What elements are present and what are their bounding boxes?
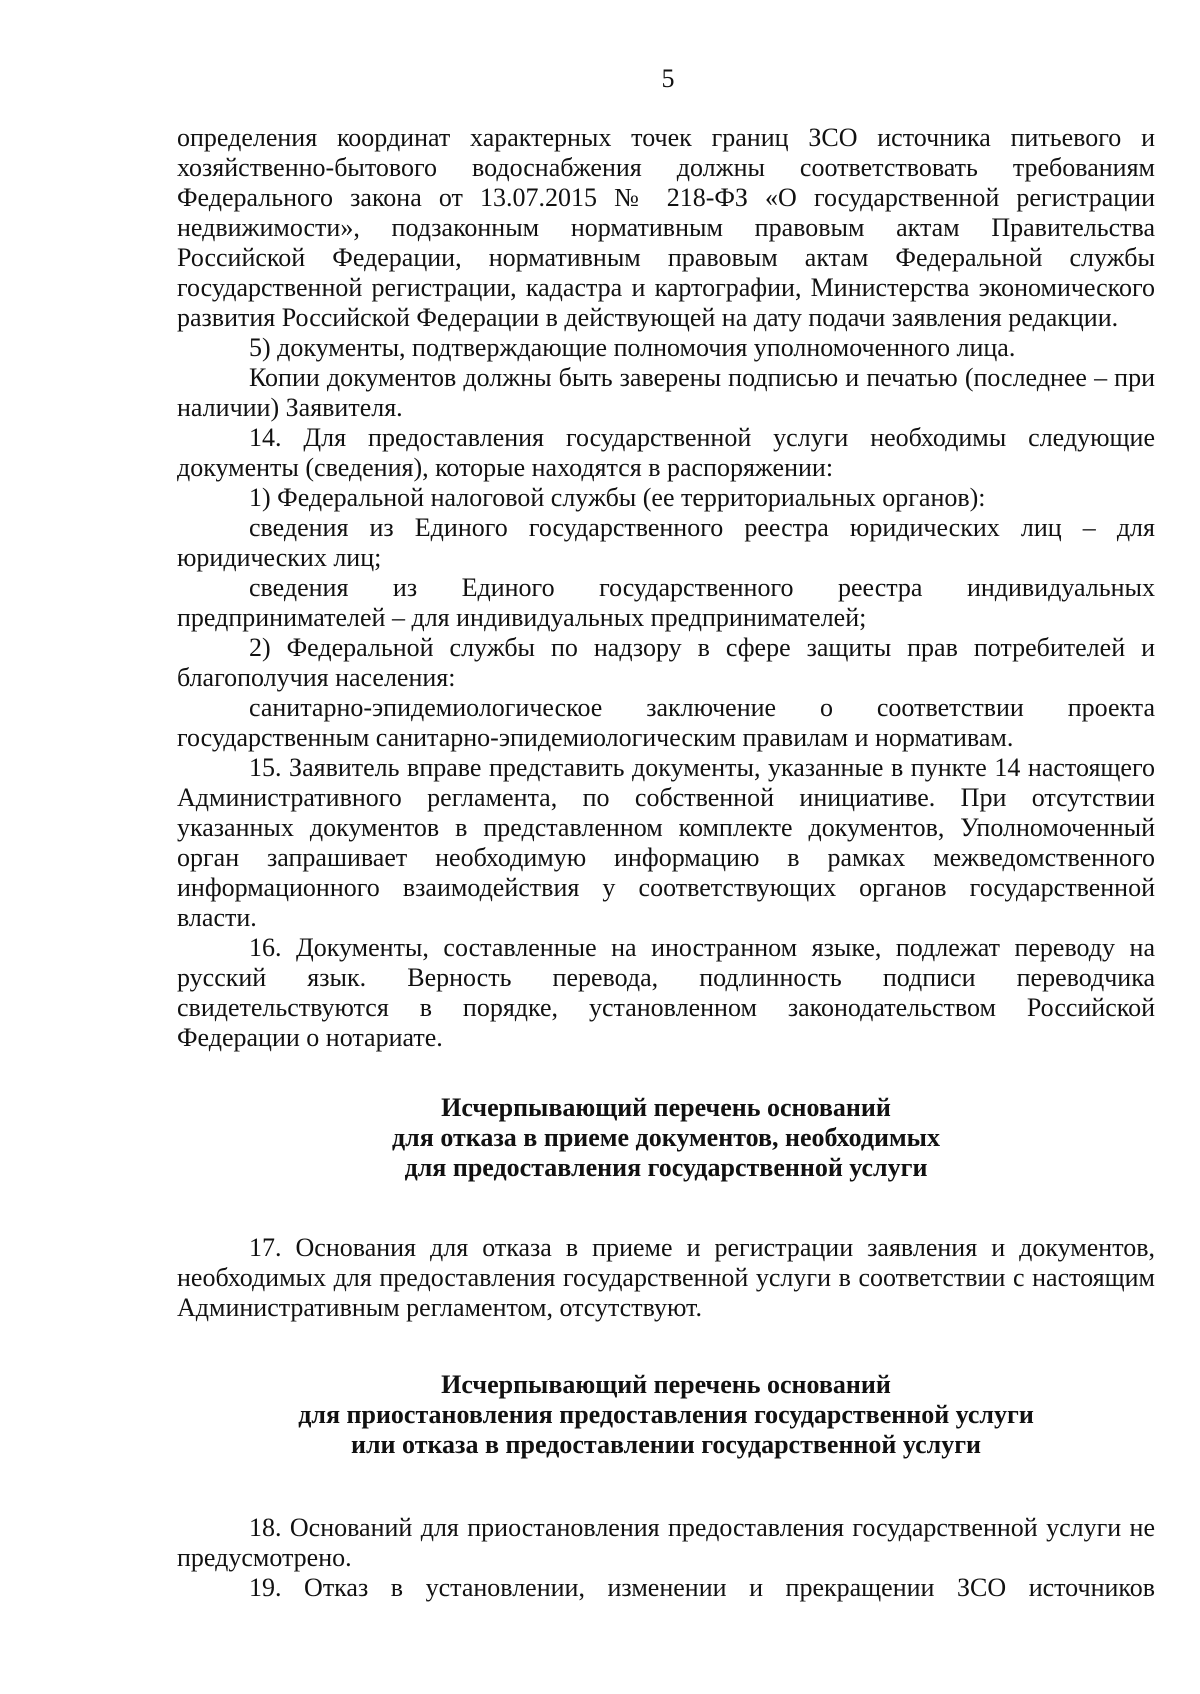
section-heading-suspension: [177, 1370, 1155, 1460]
paragraph-13-5: 5) документы, подтверждающие полномочия уполномоченного лица.: [249, 333, 1016, 362]
paragraph-14-1-individual: сведения из Единого государственного реестра индивидуальных предпринимателей – для индивидуальных предпринимателей;: [177, 573, 1155, 632]
paragraph-14-1-legal: сведения из Единого государственного реестра юридических лиц – для юридических лиц;: [177, 513, 1155, 572]
paragraph-17: 17. Основания для отказа в приеме и регистрации заявления и документов, необходимых для предоставления государственной услуги в соответствии с настоящим Административным регламентом, отсутствуют.: [177, 1233, 1155, 1322]
paragraph-16: 16. Документы, составленные на иностранном языке, подлежат переводу на русский язык. Верность перевода, подлинность подписи переводчика свидетельствуются в порядке, установленном законодательством Российской Федерации о нотариате.: [177, 933, 1155, 1052]
document-body: [177, 123, 1155, 1603]
paragraph-18: 18. Оснований для приостановления предоставления государственной услуги не предусмотрено.: [177, 1513, 1155, 1572]
heading-1-line-1: Исчерпывающий перечень оснований: [441, 1093, 891, 1122]
heading-1-line-2: для отказа в приеме документов, необходимых: [392, 1123, 940, 1152]
paragraph-14-1: 1) Федеральной налоговой службы (ее территориальных органов):: [249, 483, 986, 512]
heading-1-line-3: для предоставления государственной услуги: [404, 1153, 928, 1182]
heading-2-line-1: Исчерпывающий перечень оснований: [441, 1370, 891, 1399]
paragraph-19: 19. Отказ в установлении, изменении и прекращении ЗСО источников: [249, 1573, 1155, 1602]
paragraph-copies: Копии документов должны быть заверены подписью и печатью (последнее – при наличии) Заявителя.: [177, 363, 1155, 422]
paragraph-14: 14. Для предоставления государственной услуги необходимы следующие документы (сведения), которые находятся в распоряжении:: [177, 423, 1155, 482]
paragraph-14-2: 2) Федеральной службы по надзору в сфере защиты прав потребителей и благополучия населения:: [177, 633, 1155, 692]
paragraph-15: 15. Заявитель вправе представить документы, указанные в пункте 14 настоящего Административного регламента, по собственной инициативе. При отсутствии указанных документов в представленном комплекте документов, Уполномоченный орган запрашивает необходимую информацию в рамках межведомственного информационного взаимодействия у соответствующих органов государственной власти.: [177, 753, 1155, 932]
heading-2-line-2: для приостановления предоставления государственной услуги: [298, 1400, 1034, 1429]
paragraph-13-4-continuation: определения координат характерных точек границ ЗСО источника питьевого и хозяйственно-бытового водоснабжения должны соответствовать требованиям Федерального закона от 13.07.2015 № 218-ФЗ «О государственной регистрации недвижимости», подзаконным нормативным правовым актам Правительства Российской Федерации, нормативным правовым актам Федеральной службы государственной регистрации, кадастра и картографии, Министерства экономического развития Российской Федерации в действующей на дату подачи заявления редакции.: [177, 123, 1155, 332]
heading-2-line-3: или отказа в предоставлении государственной услуги: [350, 1430, 982, 1459]
section-heading-refusal-docs: [177, 1093, 1155, 1183]
paragraph-14-2-conclusion: санитарно-эпидемиологическое заключение о соответствии проекта государственным санитарно-эпидемиологическим правилам и нормативам.: [177, 693, 1155, 752]
page-number: 5: [661, 64, 675, 93]
